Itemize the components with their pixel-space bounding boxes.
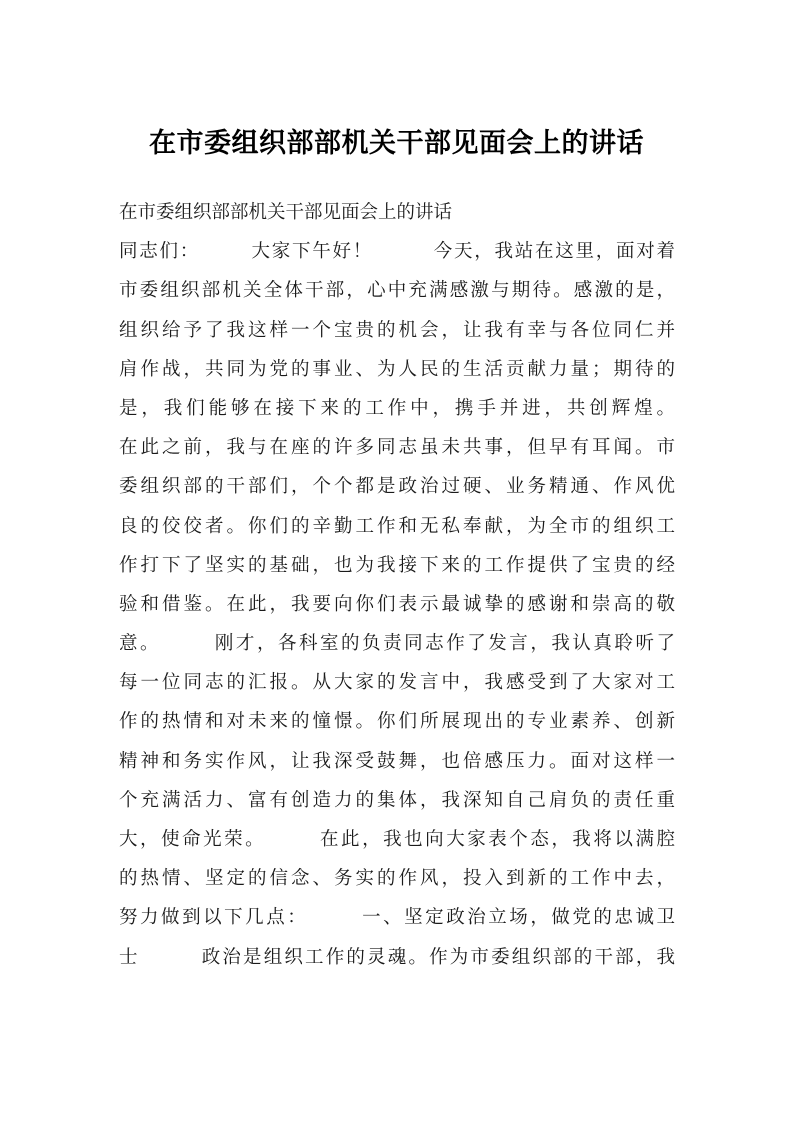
body-line: 是，我们能够在接下来的工作中，携手并进，共创辉煌。 xyxy=(119,397,675,419)
body-line: 大，使命光荣。 在此，我也向大家表个态，我将以满腔 xyxy=(119,829,675,850)
body-line: 士 政治是组织工作的灵魂。作为市委组织部的干部，我 xyxy=(119,946,675,968)
body-line: 同志们： 大家下午好！ 今天，我站在这里，面对着 xyxy=(119,241,675,263)
body-line: 努力做到以下几点： 一、坚定政治立场，做党的忠诚卫 xyxy=(119,907,675,929)
body-line: 组织给予了我这样一个宝贵的机会，让我有幸与各位同仁并 xyxy=(119,319,675,341)
body-line: 的热情、坚定的信念、务实的作风，投入到新的工作中去， xyxy=(119,868,675,890)
body-line: 作打下了坚实的基础，也为我接下来的工作提供了宝贵的经 xyxy=(119,554,675,576)
body-line: 精神和务实作风，让我深受鼓舞，也倍感压力。面对这样一 xyxy=(119,750,675,772)
body-line-subtitle: 在市委组织部部机关干部见面会上的讲话 xyxy=(119,202,453,223)
body-line: 良的佼佼者。你们的辛勤工作和无私奉献，为全市的组织工 xyxy=(119,515,675,537)
body-line: 肩作战，共同为党的事业、为人民的生活贡献力量；期待的 xyxy=(119,358,675,380)
document-title: 在市委组织部部机关干部见面会上的讲话 xyxy=(149,128,644,159)
body-line: 个充满活力、富有创造力的集体，我深知自己肩负的责任重 xyxy=(119,789,675,811)
body-line: 意。 刚才，各科室的负责同志作了发言，我认真聆听了 xyxy=(119,633,675,655)
body-line: 作的热情和对未来的憧憬。你们所展现出的专业素养、创新 xyxy=(119,711,675,733)
body-line: 验和借鉴。在此，我要向你们表示最诚挚的感谢和崇高的敬 xyxy=(119,593,675,615)
body-line: 每一位同志的汇报。从大家的发言中，我感受到了大家对工 xyxy=(119,672,675,694)
body-line: 在此之前，我与在座的许多同志虽未共事，但早有耳闻。市 xyxy=(119,437,675,459)
document-body xyxy=(119,193,675,977)
body-line: 委组织部的干部们，个个都是政治过硬、业务精通、作风优 xyxy=(119,476,675,498)
body-line: 市委组织部机关全体干部，心中充满感激与期待。感激的是， xyxy=(119,280,675,302)
